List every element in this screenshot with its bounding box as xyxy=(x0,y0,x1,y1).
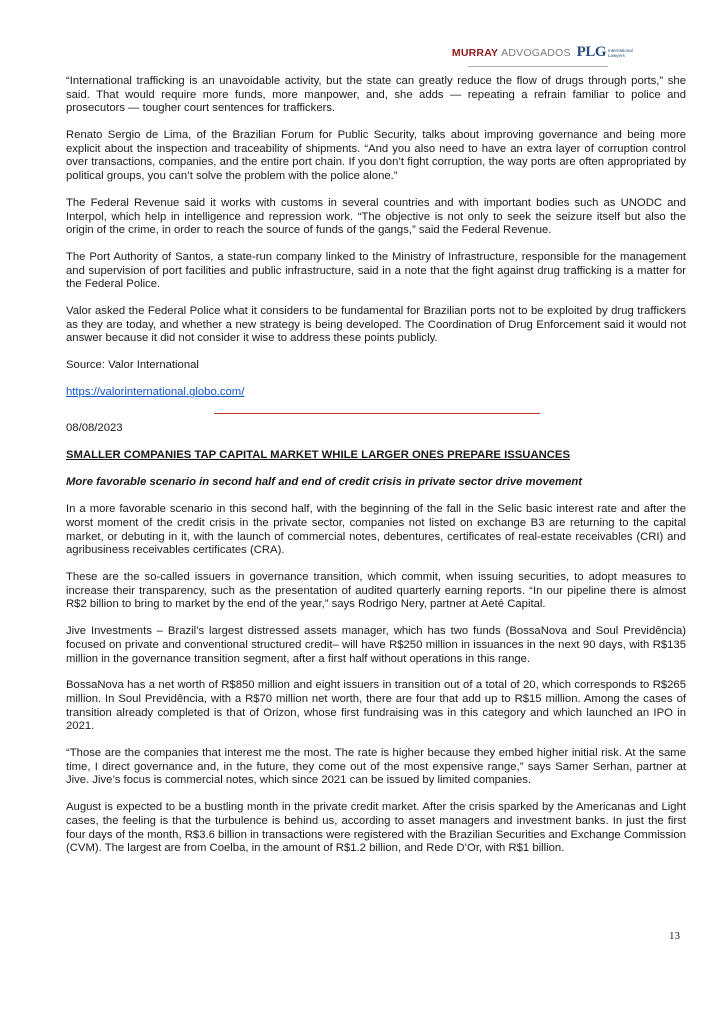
paragraph: The Federal Revenue said it works with customs in several countries and with important bodies such as UNODC and Interpol, which help in intelligence and repression work. “The objective is not only to seek the seizure itself but also the origin of the crime, in order to reach the source of funds of the gangs,” said the Federal Revenue. xyxy=(66,196,686,237)
page-number: 13 xyxy=(669,930,680,942)
brand-name-part2: ADVOGADOS xyxy=(501,46,571,59)
paragraph: Renato Sergio de Lima, of the Brazilian Forum for Public Security, talks about improving governance and being more explicit about the inspection and traceability of shipments. “And you also need to have an extra layer of corruption control over transactions, companies, and the entire port chain. If you don’t fight corruption, the way ports are often appropriated by political groups, you can’t solve the problem with the police alone.” xyxy=(66,129,686,182)
paragraph: “International trafficking is an unavoidable activity, but the state can greatly reduce the flow of drugs through ports,” she said. That would require more funds, more manpower, and, she adds — repeating a refrain familiar to police and prosecutors — tougher court sentences for traffickers. xyxy=(66,75,686,115)
section-divider xyxy=(214,413,540,414)
paragraph: In a more favorable scenario in this second half, with the beginning of the fall in the Selic basic interest rate and after the worst moment of the credit crisis in the private sector, companies not listed on exchange B3 are returning to the capital market, or debuting in it, with the launch of commercial notes, debentures, certificates of real-estate receivables (CRI) and agribusiness receivables certificates (CRA). xyxy=(66,503,686,557)
source-label: Source: Valor International xyxy=(66,359,199,372)
paragraph: The Port Authority of Santos, a state-run company linked to the Ministry of Infrastructure, responsible for the management and supervision of port facilities and public infrastructure, said in a note that the fight against drug trafficking is a matter for the Federal Police. xyxy=(66,251,686,291)
source-link[interactable]: https://valorinternational.globo.com/ xyxy=(66,386,245,399)
logo-subtitle: International Lawyers xyxy=(608,47,633,58)
page-header xyxy=(452,44,642,61)
header-rule xyxy=(468,66,608,67)
paragraph: Valor asked the Federal Police what it considers to be fundamental for Brazilian ports not to be exploited by drug traffickers as they are today, and whether a new strategy is being developed. The Coordination of Drug Enforcement said it would not answer because it did not consider it wise to address these points publicly. xyxy=(66,305,686,345)
brand-name-part1: MURRAY xyxy=(451,46,499,59)
brand-name xyxy=(452,47,571,59)
article-date: 08/08/2023 xyxy=(66,422,123,435)
article-subtitle: More favorable scenario in second half and end of credit crisis in private sector drive movement xyxy=(66,476,583,489)
article-title: SMALLER COMPANIES TAP CAPITAL MARKET WHILE LARGER ONES PREPARE ISSUANCES xyxy=(66,449,570,462)
paragraph: BossaNova has a net worth of R$850 million and eight issuers in transition out of a total of 20, which corresponds to R$265 million. In Soul Previdência, with a R$70 million net worth, there are four that add up to R$15 million. Among the cases of transition already completed is that of Orizon, whose first fundraising was in this category and which launched an IPO in 2021. xyxy=(66,679,686,733)
plg-logo xyxy=(577,44,642,61)
paragraph: “Those are the companies that interest me the most. The rate is higher because they embed higher initial risk. At the same time, I direct governance and, in the future, they come out of the most expensive range,” says Samer Serhan, partner at Jive. Jive’s focus is commercial notes, which since 2021 can be issued by limited companies. xyxy=(66,747,686,787)
logo-mark: PLG xyxy=(576,44,606,60)
paragraph: Jive Investments – Brazil’s largest distressed assets manager, which has two funds (BossaNova and Soul Previdência) focused on private and conventional structured credit– will have R$250 million in issuances in the next 90 days, with R$135 million in the governance transition segment, after a first half without operations in this range. xyxy=(66,625,686,665)
paragraph: These are the so-called issuers in governance transition, which commit, when issuing securities, to adopt measures to increase their transparency, such as the presentation of audited quarterly earning reports. “In our pipeline there is almost R$2 billion to bring to market by the end of the year,” says Rodrigo Nery, partner at Aeté Capital. xyxy=(66,571,686,611)
document-body xyxy=(66,75,686,869)
paragraph: August is expected to be a bustling month in the private credit market. After the crisis sparked by the Americanas and Light cases, the feeling is that the turbulence is behind us, according to asset managers and investment banks. In just the first four days of the month, R$3.6 billion in transactions were registered with the Brazilian Securities and Exchange Commission (CVM). The largest are from Coelba, in the amount of R$1.2 billion, and Rede D’Or, with R$1 billion. xyxy=(66,801,686,855)
